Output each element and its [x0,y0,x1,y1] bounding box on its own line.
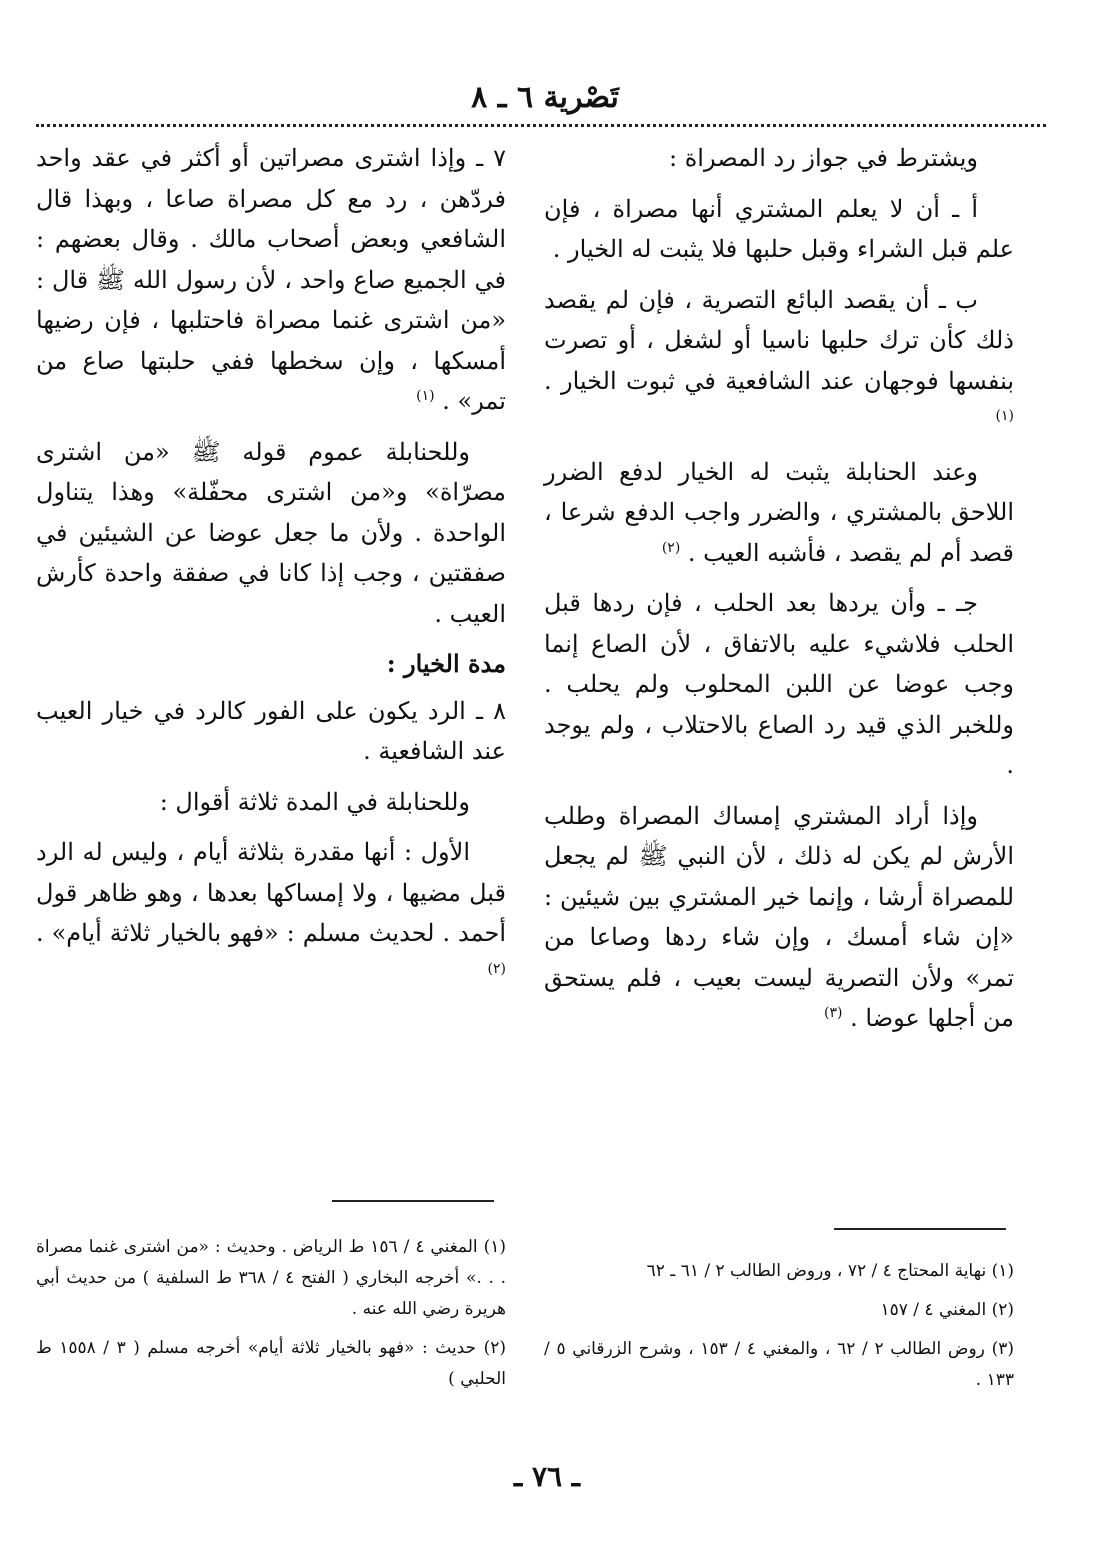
left-column [36,138,506,1004]
paragraph: وعند الحنابلة يثبت له الخيار لدفع الضرر اللاحق بالمشتري ، والضرر واجب الدفع شرعا ، قصد أم لم يقصد ، فأشبه العيب . $^{(٢)}$ [544,457,1014,567]
footnotes-right [544,1256,1014,1404]
footnote: (٣) روض الطالب ٢ / ٦٢ ، والمغني ٤ / ١٥٣ ، وشرح الزرقاني ٥ / ١٣٣ . [544,1339,1014,1390]
paragraph: ويشترط في جواز رد المصراة : [669,144,978,172]
footnote: (١) نهاية المحتاج ٤ / ٧٢ ، وروض الطالب ٢ / ٦١ ـ ٦٢ [646,1261,1014,1281]
footnote-separator-left [332,1200,494,1202]
paragraph: ب ـ أن يقصد البائع التصرية ، فإن لم يقصد ذلك كأن ترك حلبها ناسيا أو لشغل ، أو تصرت بنفسها فوجهان عند الشافعية في ثبوت الخيار . $^{(١)}$ [544,285,1014,424]
footnote: (١) المغني ٤ / ١٥٦ ط الرياض . وحديث : «من اشترى غنما مصراة . . .» أخرجه البخاري ( الفتح ٤ / ٣٦٨ ط السلفية ) من حديث أبي هريرة رضي الله عنه . [36,1237,507,1319]
paragraph: ٧ ـ وإذا اشترى مصراتين أو أكثر في عقد واحد فردّهن ، رد مع كل مصراة صاعا ، وبهذا قال الشافعي وبعض أصحاب مالك . وقال بعضهم : في الجميع صاع واحد ، لأن رسول الله ﷺ قال : «من اشترى غنما مصراة فاحتلبها ، فإن رضيها أمسكها ، وإن سخطها ففي حلبتها صاع من تمر» . $^{(١)}$ [36,144,506,415]
footnote-separator-right [834,1228,1006,1230]
footnote-marker: (١) [416,388,435,404]
page-header-title: تَصْرية ٦ ـ ٨ [471,80,619,115]
paragraph: وللحنابلة في المدة ثلاثة أقوال : [159,787,470,816]
footnote-marker: (٢) [661,539,681,556]
footnote-marker: (١) [995,408,1014,424]
section-heading: مدة الخيار : [386,649,506,678]
page-number: ـ ٧٦ ـ [514,1460,580,1493]
paragraph: أ ـ أن لا يعلم المشتري أنها مصراة ، فإن علم قبل الشراء وقبل حلبها فلا يثبت له الخيار . [544,194,1014,263]
paragraph: جـ ـ وأن يردها بعد الحلب ، فإن ردها قبل الحلب فلاشيء عليه بالاتفاق ، لأن الصاع إنما وجب عوضا عن اللبن المحلوب ولم يحلب . وللخبر الذي قيد رد الصاع بالاحتلاب ، ولم يوجد . [544,589,1014,779]
paragraph: ٨ ـ الرد يكون على الفور كالرد في خيار العيب عند الشافعية . [36,696,506,765]
footnotes-left [36,1232,506,1403]
paragraph: الأول : أنها مقدرة بثلاثة أيام ، وليس له الرد قبل مضيها ، ولا إمساكها بعدها ، وهو ظاهر قول أحمد . لحديث مسلم : «فهو بالخيار ثلاثة أيام» . $^{(٢)}$ [36,838,506,977]
footnote: (٢) حديث : «فهو بالخيار ثلاثة أيام» أخرجه مسلم ( ٣ / ١٥٥٨ ط الحلبي ) [36,1338,506,1389]
paragraph: وللحنابلة عموم قوله ﷺ «من اشترى مصرّاة» و«من اشترى محفّلة» وهذا يتناول الواحدة . ولأن ما جعل عوضا عن الشيئين في صفقتين ، وجب إذا كانا في صفقة واحدة كأرش العيب . [36,437,506,628]
footnote-marker: (٢) [487,960,506,977]
right-column [544,138,1014,1049]
footnote-marker: (٣) [824,1005,843,1021]
header-dotted-rule [36,124,1046,127]
paragraph: وإذا أراد المشتري إمساك المصراة وطلب الأرش لم يكن له ذلك ، لأن النبي ﷺ لم يجعل للمصراة أرشا ، وإنما خير المشتري بين شيئين : «إن شاء أمسك ، وإن شاء ردها وصاعا من تمر» ولأن التصرية ليست بعيب ، فلم يستحق من أجلها عوضا . $^{(٣)}$ [544,801,1014,1032]
footnote: (٢) المغني ٤ / ١٥٧ [880,1300,1014,1320]
